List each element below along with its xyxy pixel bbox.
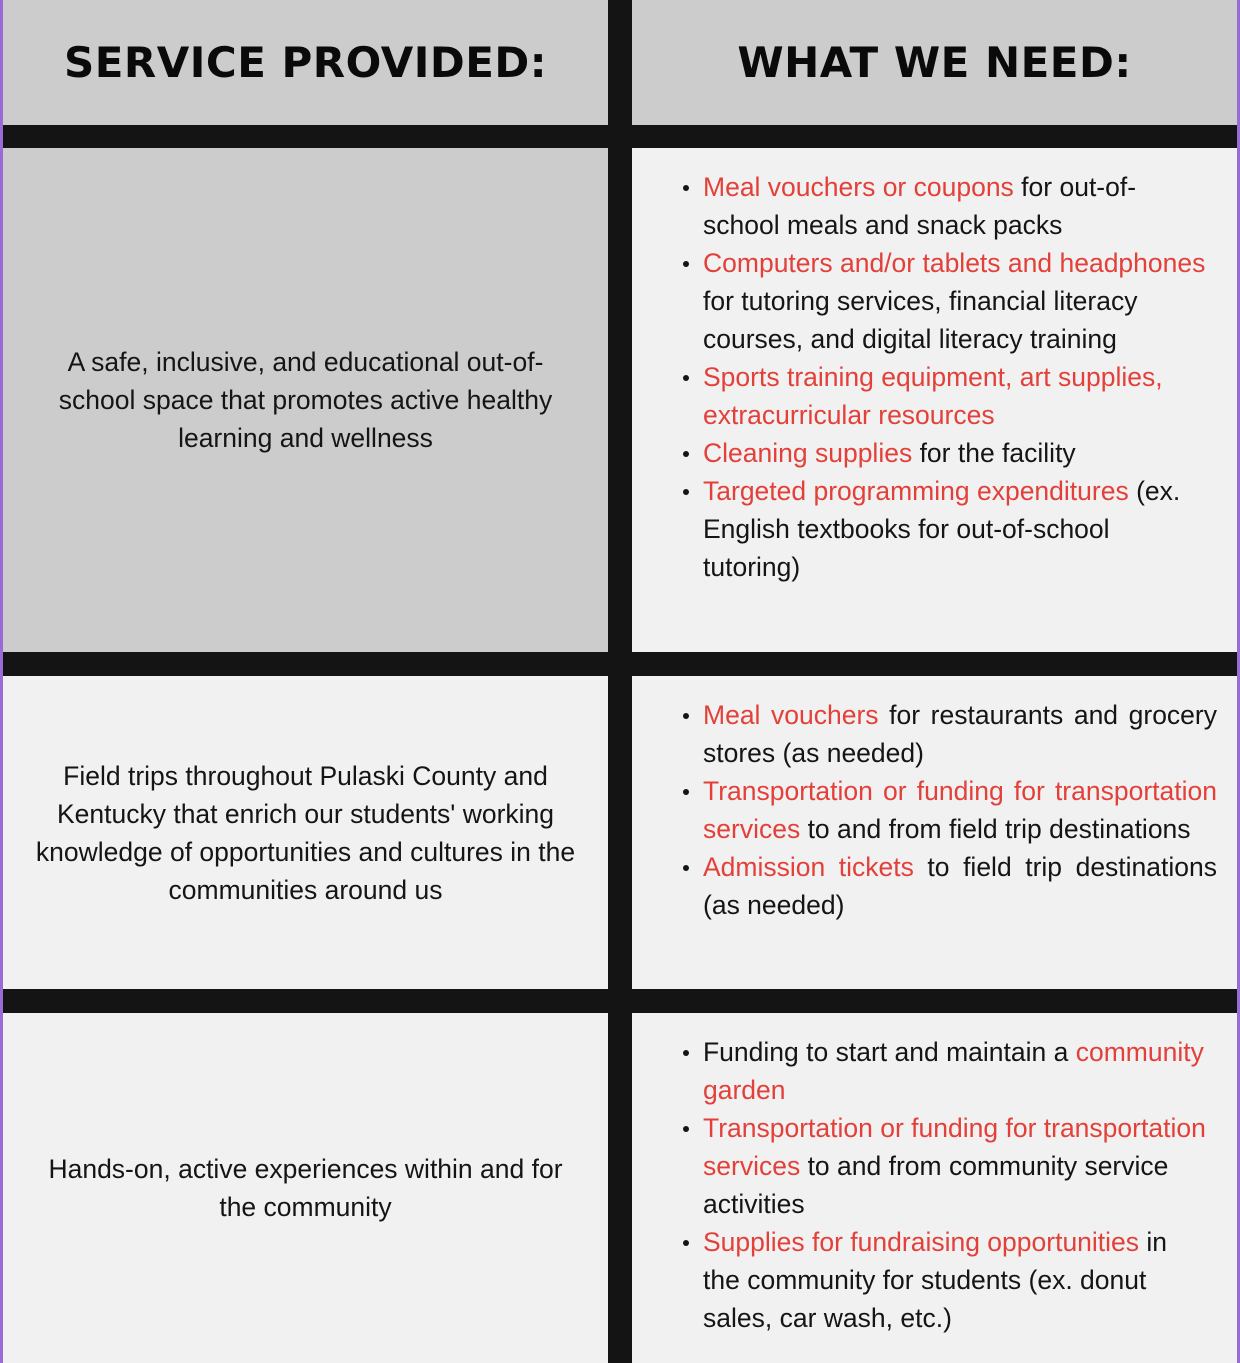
service-cell-3: Hands-on, active experiences within and for the community bbox=[3, 1013, 608, 1363]
need-highlight: community garden bbox=[703, 1037, 1204, 1105]
need-text: for the facility bbox=[912, 438, 1076, 468]
needs-list-item bbox=[676, 168, 1207, 244]
need-highlight: Meal vouchers or coupons bbox=[703, 172, 1014, 202]
need-highlight: Targeted programming expenditures bbox=[703, 476, 1129, 506]
header-what-we-need: WHAT WE NEED: bbox=[632, 0, 1237, 125]
need-highlight: Supplies for fundraising opportunities bbox=[703, 1227, 1140, 1257]
needs-list-2 bbox=[676, 696, 1217, 924]
need-highlight: Transportation or funding for transportation services bbox=[703, 776, 1217, 844]
need-text: (ex. English textbooks for out-of-school tutoring) bbox=[703, 476, 1181, 582]
need-highlight: Transportation or funding for transportation services bbox=[703, 1113, 1206, 1181]
need-text: to and from community service activities bbox=[703, 1151, 1169, 1219]
needs-cell-2 bbox=[632, 676, 1237, 989]
need-highlight: Computers and/or tablets and headphones bbox=[703, 248, 1206, 278]
service-cell-1: A safe, inclusive, and educational out-of-school space that promotes active healthy learning and wellness bbox=[3, 148, 608, 652]
needs-list-3 bbox=[676, 1033, 1207, 1337]
needs-list-item bbox=[676, 696, 1217, 772]
needs-list-item bbox=[676, 848, 1217, 924]
needs-list-item bbox=[676, 358, 1207, 434]
need-highlight: Admission tickets bbox=[703, 852, 914, 882]
needs-list-item bbox=[676, 1223, 1207, 1337]
need-highlight: Sports training equipment, art supplies, extracurricular resources bbox=[703, 362, 1163, 430]
needs-list-item bbox=[676, 434, 1207, 472]
needs-list-1 bbox=[676, 168, 1207, 586]
needs-list-item bbox=[676, 772, 1217, 848]
need-highlight: Meal vouchers bbox=[703, 700, 879, 730]
need-text: in the community for students (ex. donut sales, car wash, etc.) bbox=[703, 1227, 1168, 1333]
need-text: for tutoring services, financial literacy courses, and digital literacy training bbox=[703, 286, 1138, 354]
needs-list-item bbox=[676, 244, 1207, 358]
needs-cell-3 bbox=[632, 1013, 1237, 1363]
service-cell-2: Field trips throughout Pulaski County and Kentucky that enrich our students' working knowledge of opportunities and cultures in the communities around us bbox=[3, 676, 608, 989]
need-text: to field trip destinations (as needed) bbox=[703, 852, 1218, 920]
header-service-provided: SERVICE PROVIDED: bbox=[3, 0, 608, 125]
needs-list-item bbox=[676, 1033, 1207, 1109]
needs-cell-1 bbox=[632, 148, 1237, 652]
needs-list-item bbox=[676, 472, 1207, 586]
need-text: for restaurants and grocery stores (as needed) bbox=[703, 700, 1217, 768]
need-highlight: Cleaning supplies bbox=[703, 438, 913, 468]
needs-list-item bbox=[676, 1109, 1207, 1223]
need-text: for out-of-school meals and snack packs bbox=[703, 172, 1137, 240]
need-prefix: Funding to start and maintain a bbox=[703, 1037, 1076, 1067]
need-text: to and from field trip destinations bbox=[800, 814, 1191, 844]
